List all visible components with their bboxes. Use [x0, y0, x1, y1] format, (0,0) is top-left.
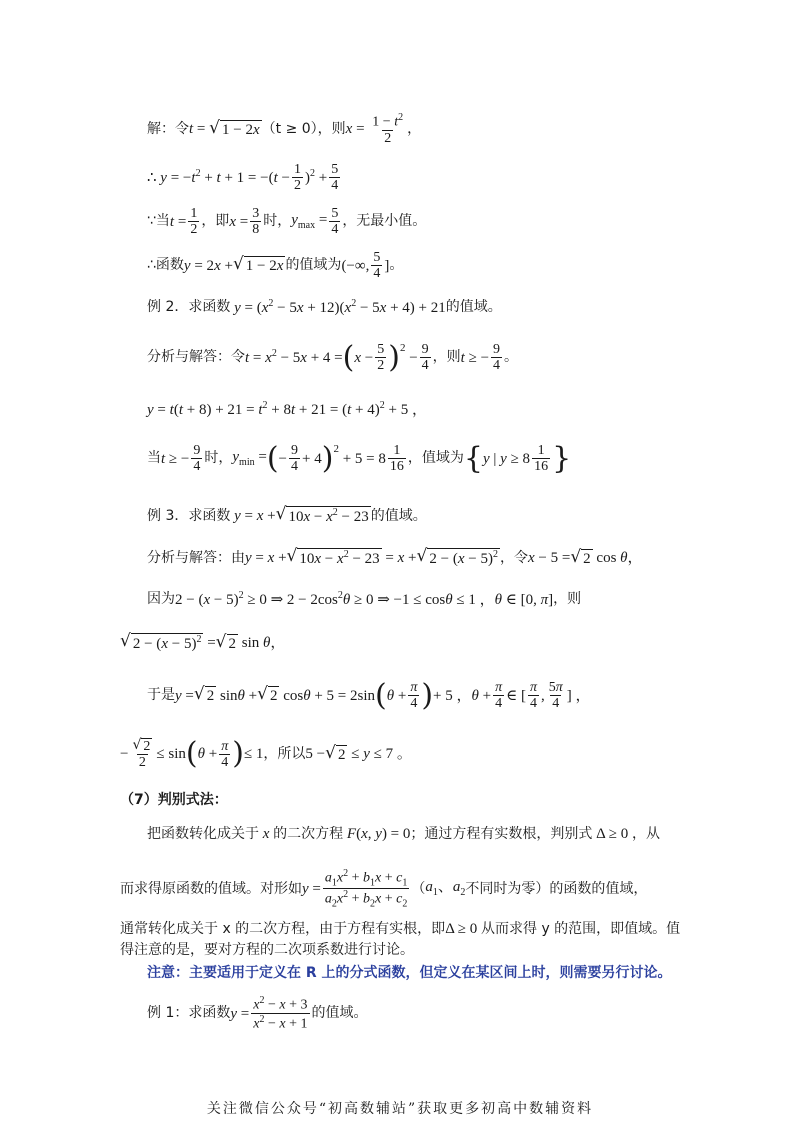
text: ，从: [631, 825, 660, 842]
note-text: 注意：主要适用于定义在 R 上的分式函数，但定义在某区间上时，则需要另行讨论。: [147, 965, 672, 981]
text: （t ≥ 0），则: [261, 120, 346, 137]
text: 时，: [263, 213, 292, 230]
example-2-title: 例 2．求函数 $y = (x^2 - 5x + 12)(x^2 - 5x + 4) + 21$ 的值域。: [147, 298, 502, 316]
text: ；通过方程有实数根，判别式: [410, 825, 593, 842]
text: ，令: [499, 549, 528, 566]
fraction: $\frac{\pi}{4}$: [221, 738, 229, 770]
example-2-expansion: $y = t(t + 8) + 21 = t^2 + 8t + 21 = (t + 4)^2 + 5$ ，: [147, 400, 427, 418]
text: 不同时为零）的函数的值域，: [465, 880, 648, 897]
text: （: [411, 880, 426, 897]
math: t: [189, 121, 194, 138]
sqrt: √ 2: [570, 546, 591, 567]
text: 因为: [147, 591, 175, 608]
solution-line-2: ∴ $y = -t^2 + t + 1 = -(t$ − $\frac{1}{2}$ )$^2$ + $\frac{5}{4}$: [147, 162, 339, 194]
text: 通常转化成关于 x 的二次方程，由于方程有实根，即: [120, 920, 446, 937]
example-2-analysis: 分析与解答：令 $t = x^2 - 5x + 4$ = ( x − $\frac{5}{2}$ ) 2 − $\frac{9}{4}$ ，则 t ≥ − $\frac{9}{4}$ 。: [147, 339, 519, 375]
text: 从而求得 y 的范围，即值域。值: [481, 920, 681, 937]
footer-note: 关注微信公众号“初高数辅站”获取更多初高中数辅资料: [206, 1101, 594, 1117]
text: 例 1：求函数: [147, 1005, 231, 1022]
sqrt: √ 2: [257, 684, 278, 705]
text: 解：令: [147, 120, 189, 137]
fraction: $\frac{\pi}{4}$: [529, 680, 537, 712]
fraction: $\frac{x^2 - x + 3}{x^2 - x + 1}$: [253, 995, 308, 1032]
fraction: $\frac{3}{8}$: [252, 206, 260, 238]
text: 于是: [147, 687, 175, 704]
section-7-heading: [120, 792, 228, 809]
text: ∵当: [147, 213, 170, 230]
text: ，: [407, 120, 422, 137]
fraction: √ 2 2: [132, 737, 151, 771]
text: 时，: [204, 450, 233, 467]
text: ，即: [201, 213, 230, 230]
text: ∴函数: [147, 257, 184, 274]
section-7-note: [147, 965, 672, 982]
sqrt: √ $10x - x^2 - 23$: [286, 546, 380, 567]
text: 把函数转化成关于: [147, 825, 259, 842]
text: 分析与解答：令: [147, 349, 245, 366]
text: 例 2．求函数: [147, 299, 231, 316]
section-7-para-4: [120, 942, 414, 959]
example-3-title: 例 3．求函数 y = x + √ $10x - x^2 - 23$ 的值域。: [147, 504, 427, 525]
fraction: $\frac{\pi}{4}$: [495, 680, 503, 712]
text: 而求得原函数的值域。对形如: [120, 880, 302, 897]
sqrt: √ 2: [325, 742, 346, 763]
solution-line-1: 解：令 t = √ 1 − 2x （t ≥ 0），则 x = $\frac{1 - t^2}{2}$ ，: [147, 112, 422, 147]
fraction: $\frac{1 - t^2}{2}$: [372, 112, 404, 147]
fraction: $\frac{1}{2}$: [190, 206, 198, 238]
section-7-para-3: 通常转化成关于 x 的二次方程，由于方程有实根，即 Δ ≥ 0 从而求得 y 的范围，即值域。值: [120, 920, 681, 937]
text: 例 3．求函数: [147, 507, 231, 524]
example-2-minimum: 当 t ≥ − $\frac{9}{4}$ 时， $y_{min}$ = ( − $\frac{9}{4}$ + 4 ) 2 + 5 = 8 $\frac{1}{16}$ ，值域为 { y | y ≥ 8 $\frac{1}{16}$ }: [147, 440, 572, 476]
text: ，则: [432, 349, 461, 366]
text: 得注意的是，要对方程的二次项系数进行讨论。: [120, 942, 414, 958]
text: 的值域。: [445, 299, 502, 316]
fraction: $\frac{\pi}{4}$: [410, 680, 418, 712]
example-3-so: 于是 y = √ 2 sinθ + √ 2 cosθ + 5 = 2sin ( θ + $\frac{\pi}{4}$ ) + 5 ，θ + $\frac{\pi}{4}$ ∈ [ $\frac{\pi}{4}$ , $\frac{5\pi}{4}$ ] ，: [147, 677, 591, 713]
solution-line-3: ∵当 t = $\frac{1}{2}$ ，即 x = $\frac{3}{8}$ 时， $y_{max}$ = $\frac{5}{4}$ ，无最小值。: [147, 206, 427, 238]
text: 当: [147, 450, 161, 467]
sqrt: √ 1 − 2x: [209, 117, 260, 138]
text: 的二次方程: [273, 825, 344, 842]
fraction: $\frac{9}{4}$: [193, 443, 201, 475]
sqrt: √ 2: [193, 684, 215, 705]
fraction: $\frac{1}{16}$: [534, 443, 549, 475]
fraction: $\frac{5}{4}$: [373, 250, 381, 282]
fraction: $\frac{5\pi}{4}$: [548, 680, 563, 712]
heading: （7）判别式法：: [120, 792, 228, 808]
section-7-example-1: 例 1：求函数 y = $\frac{x^2 - x + 3}{x^2 - x + 1}$ 的值域。: [147, 995, 368, 1032]
example-3-because: 因为 $2 - (x - 5)^2 \ge 0$ ⇒ $2 - 2\cos^2\theta \ge 0$ ⇒ −1 ≤ cosθ ≤ 1 ，θ ∈ [0, π] ，则: [147, 590, 582, 608]
solution-line-4: ∴函数 y = 2x + √ 1 − 2x 的值域为 (−∞, $\frac{5}{4}$ ] 。: [147, 250, 404, 282]
therefore-symbol: ∴: [147, 169, 157, 186]
fraction: $\frac{a_1x^2 + b_1x + c_1}{a_2x^2 + b_2x + c_2}$: [324, 868, 408, 910]
text: ，所以: [263, 745, 306, 762]
text: ，无最小值。: [342, 213, 427, 230]
section-7-para-2: 而求得原函数的值域。对形如 y = $\frac{a_1x^2 + b_1x + c_1}{a_2x^2 + b_2x + c_2}$ （ $a_1$、$a_2$ 不同时为零）的函数的值域，: [120, 868, 648, 910]
text: 的值域为: [285, 257, 342, 274]
fraction: $\frac{1}{2}$: [293, 162, 301, 194]
text: 。: [389, 257, 404, 274]
text: 的值域。: [311, 1005, 368, 1022]
section-7-para-1: 把函数转化成关于 x 的二次方程 F(x, y) = 0 ；通过方程有实数根，判别式 Δ ≥ 0 ，从: [147, 825, 660, 842]
text: ，则: [553, 591, 582, 608]
text: ，值域为: [407, 450, 464, 467]
sqrt: √ $2 - (x - 5)^2$: [416, 546, 498, 567]
example-3-analysis: 分析与解答：由 y = x + √ $10x - x^2 - 23$ = x + √ $2 - (x - 5)^2$ ，令 x − 5 = √ 2 cos θ，: [147, 546, 643, 567]
fraction: $\frac{1}{16}$: [389, 443, 404, 475]
sqrt: √ $2 - (x - 5)^2$: [120, 631, 202, 652]
fraction: $\frac{5}{4}$: [331, 162, 339, 194]
fraction: $\frac{9}{4}$: [291, 443, 299, 475]
text: 分析与解答：由: [147, 549, 245, 566]
text: 。: [504, 349, 519, 366]
fraction: $\frac{9}{4}$: [421, 342, 429, 374]
sqrt: √ 2: [215, 631, 237, 652]
fraction: $\frac{9}{4}$: [493, 342, 501, 374]
fraction: $\frac{5}{2}$: [377, 342, 385, 374]
example-3-conclusion: − √ 2 2 ≤ sin ( θ + $\frac{\pi}{4}$ ) ≤ 1 ，所以 5 − √ 2 ≤ y ≤ 7 。: [120, 736, 412, 772]
text: 的值域。: [370, 507, 427, 524]
sqrt: √ 1 − 2x: [232, 254, 284, 275]
example-3-sqrt-identity: √ $2 - (x - 5)^2$ = √ 2 sin θ，: [120, 631, 286, 652]
fraction: $\frac{5}{4}$: [331, 206, 339, 238]
sqrt: √ $10x - x^2 - 23$: [275, 504, 369, 525]
